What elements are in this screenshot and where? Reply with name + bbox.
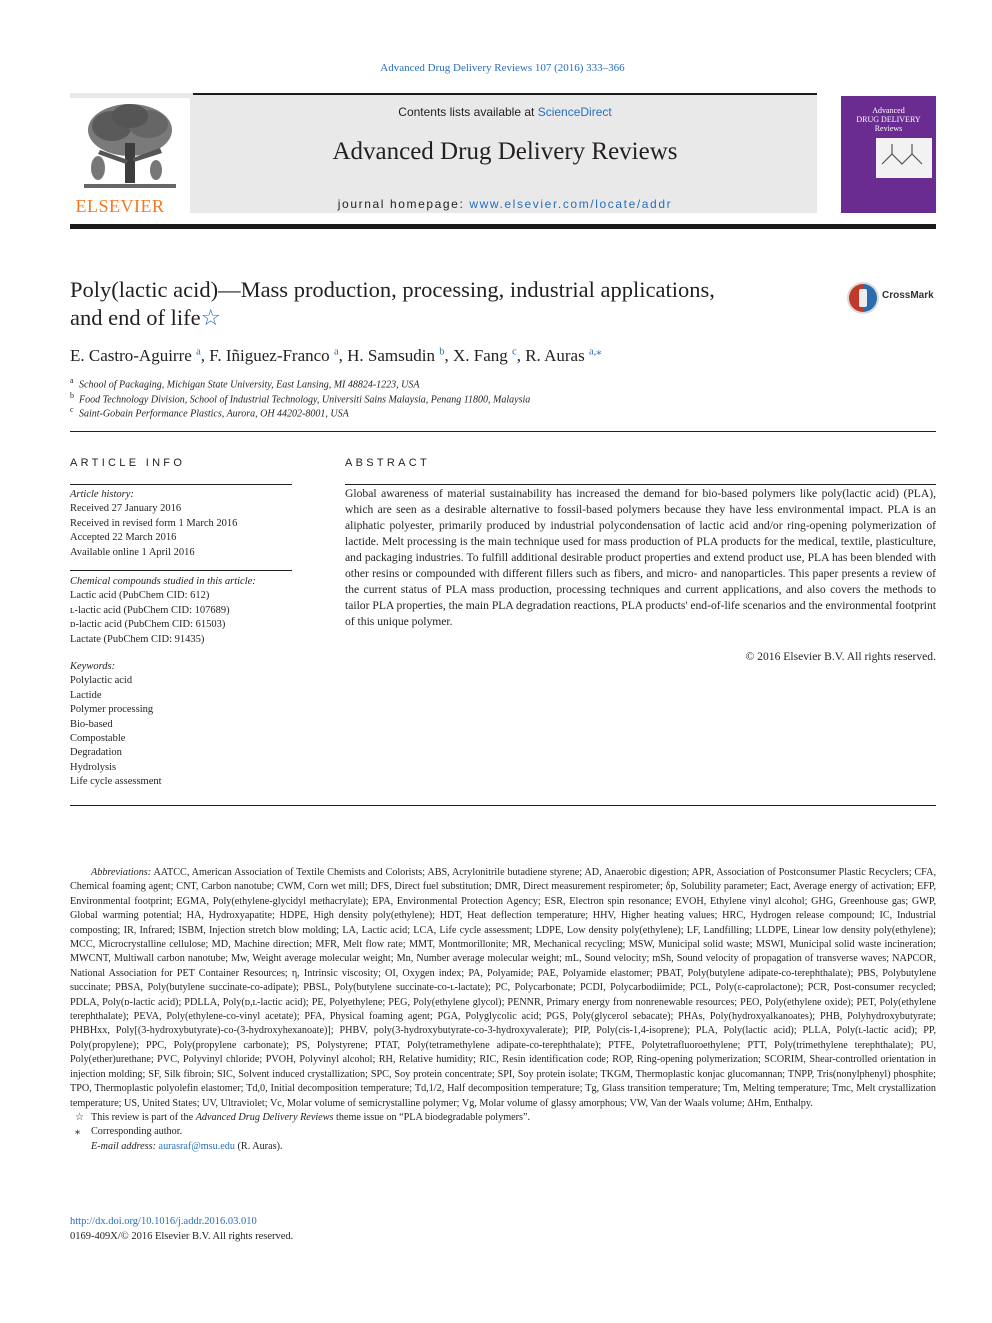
author[interactable]: E. Castro-Aguirre <box>70 346 192 365</box>
doi-link[interactable]: http://dx.doi.org/10.1016/j.addr.2016.03.010 <box>70 1216 257 1227</box>
review-footnote-pre: This review is part of the <box>91 1111 196 1123</box>
author[interactable]: X. Fang <box>452 346 508 365</box>
affiliation-text: Food Technology Division, School of Industrial Technology, Universiti Sains Malaysia, Penang 11800, Malaysia <box>79 394 531 406</box>
sciencedirect-link[interactable]: ScienceDirect <box>537 105 612 119</box>
cover-title-line1: Advanced <box>872 106 905 115</box>
abstract-rule <box>345 484 936 485</box>
keyword-item: Hydrolysis <box>70 761 117 773</box>
article-title <box>70 276 810 332</box>
affiliation <box>70 391 530 405</box>
footnotes-block <box>70 866 936 1154</box>
journal-homepage <box>193 197 817 211</box>
history-item: Available online 1 April 2016 <box>70 546 195 558</box>
contents-prefix: Contents lists available at <box>398 105 538 119</box>
molecule-icon <box>876 138 932 178</box>
corresponding-text: Corresponding author. <box>91 1126 183 1138</box>
header-rule <box>70 224 936 229</box>
crossmark-label: CrossMark <box>882 290 934 301</box>
author-sup[interactable]: a <box>333 346 339 358</box>
publisher-wordmark: ELSEVIER <box>75 196 165 216</box>
author-sup[interactable]: a <box>196 346 201 358</box>
cover-title-line3: Reviews <box>874 124 903 133</box>
compound-item: Lactate (PubChem CID: 91435) <box>70 633 205 645</box>
abbreviations-label: Abbreviations: <box>91 867 152 878</box>
keyword-item: Compostable <box>70 733 126 745</box>
keyword-item: Life cycle assessment <box>70 776 162 788</box>
section-rule <box>70 805 936 806</box>
chemical-compounds <box>70 575 292 647</box>
affiliation-text: School of Packaging, Michigan State University, East Lansing, MI 48824-1223, USA <box>79 379 420 391</box>
keyword-item: Degradation <box>70 747 122 759</box>
keyword-item: Polylactic acid <box>70 675 133 687</box>
keyword-item: Lactide <box>70 689 102 701</box>
elsevier-tree-icon <box>70 98 190 198</box>
corresponding-footnote <box>70 1125 936 1139</box>
article-info-heading: ARTICLE INFO <box>70 457 186 469</box>
journal-title: Advanced Drug Delivery Reviews <box>332 138 678 165</box>
review-footnote-post: theme issue on “PLA biodegradable polymers”. <box>333 1111 531 1123</box>
email-link[interactable]: aurasraf@msu.edu <box>158 1140 235 1152</box>
email-owner: (R. Auras). <box>234 1140 283 1152</box>
keyword-item: Polymer processing <box>70 704 154 716</box>
affiliation <box>70 405 349 419</box>
history-item: Received in revised form 1 March 2016 <box>70 517 238 529</box>
history-label: Article history: <box>70 489 134 500</box>
corresponding-mark: ⁎ <box>75 1126 81 1138</box>
title-line-1: Poly(lactic acid)—Mass production, processing, industrial applications, <box>70 277 715 302</box>
title-line-2-text: and end of life <box>70 305 201 330</box>
article-info-rule <box>70 484 292 485</box>
abstract-copyright: © 2016 Elsevier B.V. All rights reserved. <box>745 650 936 663</box>
abstract-heading: ABSTRACT <box>345 457 431 469</box>
homepage-prefix: journal homepage: <box>337 197 470 211</box>
journal-citation[interactable]: Advanced Drug Delivery Reviews 107 (2016) 333–366 <box>380 62 625 74</box>
abbreviations-text: AATCC, American Association of Textile Chemists and Colorists; ABS, Acrylonitrile butadiene styrene; AD, Anaerobic digestion; APR, Association of Postconsumer Plastic Recyclers; CFA, Chemical foaming agent; CNT, Carbon nanotube; CWM, Corn wet mill; DFS, Direct fuel substitution; DMR, Direct measurement respirometer; δp, Solubility parameter; Eact, Average energy of activation; EFP, Environmental footprint; EGMA, Poly(ethylene-glycidyl methacrylate); EPA, Environmental Protection Agency; ESR, Electron spin resonance; EVOH, Ethylene vinyl alcohol; GHG, Greenhouse gas; GWP, Global warming potential; HA, Hydroxyapatite; HDPE, High density poly(ethylene); HDT, Heat deflection temperature; HHV, Higher heating values; HRC, Hydrogen release compound; IC, Industrial composting; IR, Infrared; ISBM, Injection stretch blow molding; LA, Lactic acid; LCA, Life cycle assessment; LDPE, Low density poly(ethylene); LF, Landfilling; LLDPE, Linear low density poly(ethylene); MCC, Microcrystalline cellulose; MD, Machine direction; MFR, Melt flow rate; MMT, Montmorillonite; MR, Mechanical recycling; MSW, Municipal solid waste; MSWI, Municipal solid waste incineration; MWCNT, Multiwall carbon nanotube; Mw, Weight average molecular weight; Mn, Number average molecular weight; mL, Sound velocity; mSh, Sound velocity of propagation of transverse waves; NAPCOR, National Association for PET Container Resources; η, Intrinsic viscosity; OI, Oxygen index; PA, Polyamide; PAE, Polyamide elastomer; PBAT, Poly(butylene adipate-co-terephthalate); PBS, Polybutylene succinate; PBSA, Poly(butylene succinate-co-adipate); PBSL, Poly(butylene succinate-co-ʟ-lactate); PC, Polycarbonate; PCDI, Polycarbodiimide; PCL, Poly(ε-caprolactone); PCR, Post-consumer recycled; PDLA, Poly(ᴅ-lactic acid); PDLLA, Poly(ᴅ,ʟ-lactic acid); PE, Polyethylene; PEG, Poly(ethylene glycol); PENNR, Primary energy from nonrenewable resources; PEO, Poly(ethylene oxide); PET, Poly(ethylene terephthalate); PEVA, Poly(ethylene-co-vinyl acetate); PFA, Physical foaming agent; PGA, Polyglycolic acid; PGS, Poly(glycerol sebacate); PHAs, Poly(hydroxyalkanoates); PHB, Polyhydroxybutyrate; PHBHxx, Poly[(3-hydroxybutyrate)-co-(3-hydroxyhexanoate)]; PHBV, poly(3-hydroxybutyrate-co-3-hydroxyvalerate); PIP, Poly(cis-1,4-isoprene); PLA, Poly(lactic acid); PLLA, Poly(ʟ-lactic acid); PP, Poly(propylene); PPC, Poly(propylene carbonate); PS, Polystyrene; PTAT, Poly(tetramethylene adipate-co-terephthalate); PTFE, Polytetrafluoroethylene; PTT, Poly(trimethylene terephthalate); PU, Poly(ether)urethane; PVC, Polyvinyl chloride; PVOH, Polyvinyl alcohol; RH, Relative humidity; RIC, Resin identification code; ROP, Ring-opening polymerization; SCORIM, Shear-controlled orientation in injection molding; SF, Silk fibroin; SIC, Solvent induced crystallization; SPC, Soy protein concentrate; SPI, Soy protein isolate; TKGM, Thermoplastic konjac glucomannan; TNPP, Tris(nonylphenyl) phosphite; TPO, Thermoplastic polyolefin elastomer; Td,0, Initial decomposition temperature; Td,1/2, Half decomposition temperature; Tg, Glass transition temperature; Tm, Melting temperature; Tmc, Melt crystallization temperature; US, United States; UV, Ultraviolet; Vc, Molar volume of semicrystalline polymer; Vg, Molar volume of glassy amorphous; VW, Van der Waals volume; ΔHm, Enthalpy. <box>70 867 936 1109</box>
affiliation-rule <box>70 431 936 432</box>
author-list: E. Castro-Aguirre $^a$, F. Iñiguez-Franco $^a$, H. Samsudin $^b$, X. Fang $^c$, R. Auras $^{a,⁎}$ <box>70 346 602 365</box>
title-footnote-mark[interactable]: ☆ <box>200 305 221 330</box>
keywords-label: Keywords: <box>70 661 116 672</box>
affiliation-label: a <box>70 376 74 385</box>
affiliation-text: Saint-Gobain Performance Plastics, Aurora, OH 44202-8001, USA <box>79 408 349 420</box>
keywords <box>70 660 292 790</box>
doi-block <box>70 1215 293 1244</box>
email-label: E-mail address: <box>91 1140 159 1152</box>
affiliation-label: c <box>70 405 74 414</box>
compounds-label: Chemical compounds studied in this article: <box>70 576 256 587</box>
author-sup[interactable]: b <box>439 346 445 358</box>
issn-line: 0169-409X/© 2016 Elsevier B.V. All rights reserved. <box>70 1230 294 1242</box>
cover-title-line2: DRUG DELIVERY <box>856 115 921 124</box>
affiliation-label: b <box>70 391 74 400</box>
review-footnote-mark: ☆ <box>75 1111 85 1123</box>
author[interactable]: F. Iñiguez-Franco <box>209 346 330 365</box>
abbreviations <box>70 866 936 1111</box>
homepage-link[interactable]: www.elsevier.com/locate/addr <box>469 197 673 211</box>
history-item: Accepted 22 March 2016 <box>70 532 177 544</box>
review-journal: Advanced Drug Delivery Reviews <box>195 1111 334 1123</box>
compound-item: ᴅ-lactic acid (PubChem CID: 61503) <box>70 619 226 631</box>
contents-line <box>193 105 817 119</box>
author[interactable]: H. Samsudin <box>347 346 435 365</box>
author-sup[interactable]: a,⁎ <box>588 346 602 358</box>
article-history <box>70 488 292 560</box>
cover-molecule-panel <box>876 138 932 178</box>
abstract-text: Global awareness of material sustainability has increased the demand for bio-based polymers like poly(lactic acid) (PLA), which are seen as a desirable alternative to fossil-based polymers because they have less environmental impact. PLA is an aliphatic polyester, primarily produced by industrial polycondensation of lactic acid and/or ring-opening polymerization of lactide. Melt processing is the main technique used for mass production of PLA products for the medical, textile, plasticulture, and packaging industries. To fulfill additional desirable product properties and extend product use, PLA has been blended with other resins or compounded with different fillers such as fibers, and micro- and nanoparticles. This paper presents a review of the current status of PLA mass production, processing techniques and current applications, and also covers the methods to tailor PLA properties, the main PLA degradation reactions, PLA products' end-of-life scenarios and the environmental footprint of this unique polymer. <box>345 487 936 628</box>
cover-title <box>845 106 932 133</box>
author[interactable]: R. Auras <box>525 346 585 365</box>
author-sup[interactable]: c <box>512 346 517 358</box>
history-item: Received 27 January 2016 <box>70 503 182 515</box>
keyword-item: Bio-based <box>70 718 113 730</box>
banner-top-rule <box>193 93 817 95</box>
review-footnote <box>70 1111 936 1125</box>
compound-item: ʟ-lactic acid (PubChem CID: 107689) <box>70 604 230 616</box>
affiliation <box>70 376 420 390</box>
crossmark-icon <box>846 281 880 315</box>
email-footnote <box>70 1140 936 1154</box>
title-line-2 <box>70 304 810 332</box>
history-rule <box>70 570 292 571</box>
compound-item: Lactic acid (PubChem CID: 612) <box>70 590 210 602</box>
